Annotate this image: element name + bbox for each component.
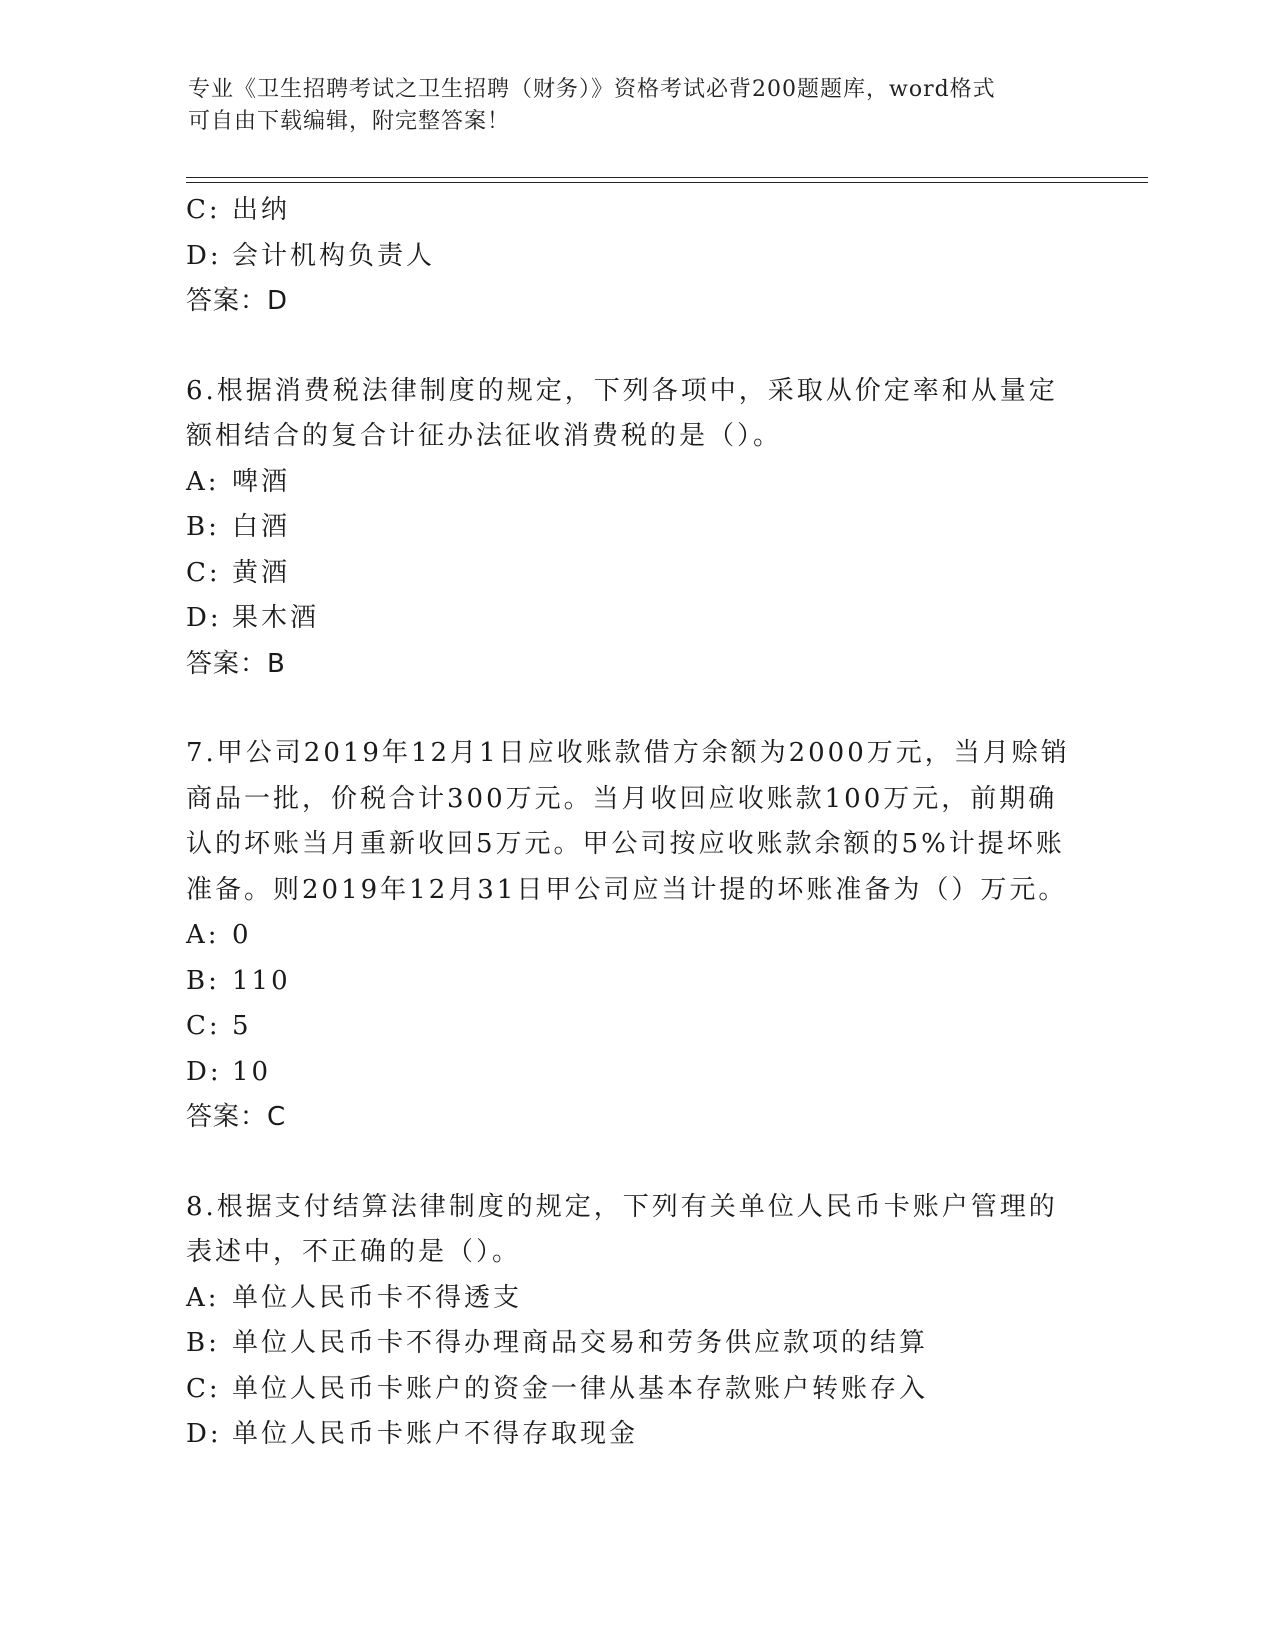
option-c [186,188,1086,234]
document-header [188,74,1068,138]
spacer [186,325,1086,369]
question-stem: 额相结合的复合计征办法征收消费税的是（）。 [186,421,783,451]
spacer [186,687,1086,731]
option-b [186,1321,1086,1367]
option-a [186,460,1086,506]
option-letter: B: [186,1328,220,1358]
question-5-tail [186,188,1086,325]
option-letter: D: [186,1419,222,1449]
option-text: 出纳 [232,195,291,225]
option-letter: B: [186,965,220,996]
option-letter: C: [186,1373,221,1404]
option-text: 果木酒 [232,603,320,633]
option-c [186,1367,1086,1413]
option-letter: D: [186,240,222,271]
option-letter: C: [186,1011,221,1041]
header-line-2: 可自由下载编辑，附完整答案！ [188,109,511,134]
question-stem: 7.甲公司2019年12月1日应收账款借方余额为2000万元，当月赊销 [186,738,1070,768]
option-text: 0 [232,920,252,950]
question-7 [186,731,1086,1141]
header-divider-top [186,177,1148,178]
question-stem: 准备。则2019年12月31日甲公司应当计提的坏账准备为（）万元。 [186,874,1068,905]
option-d [186,1412,1086,1458]
option-c [186,551,1086,597]
question-stem: 商品一批，价税合计300万元。当月收回应收账款100万元，前期确 [186,783,1058,814]
header-line-1: 专业《卫生招聘考试之卫生招聘（财务）》资格考试必背200题题库，word格式 [188,77,996,102]
option-text: 黄酒 [232,557,291,588]
question-list [186,188,1086,1458]
option-letter: B: [186,512,220,542]
option-letter: C: [186,195,221,225]
option-text: 10 [232,1056,272,1087]
option-text: 啤酒 [232,466,291,497]
question-stem: 认的坏账当月重新收回5万元。甲公司按应收账款余额的5%计提坏账 [186,829,1065,859]
option-letter: A: [186,920,220,950]
option-text: 单位人民币卡不得办理商品交易和劳务供应款项的结算 [232,1328,929,1358]
question-stem: 8.根据支付结算法律制度的规定，下列有关单位人民币卡账户管理的 [186,1191,1058,1222]
answer-line: 答案：C [186,1102,287,1132]
answer-line: 答案：D [186,286,289,316]
option-text: 白酒 [232,512,291,542]
option-text: 110 [232,965,291,996]
answer-line: 答案：B [186,648,286,679]
option-letter: A: [186,466,220,497]
option-b [186,959,1086,1005]
option-text: 单位人民币卡账户不得存取现金 [232,1419,639,1449]
option-a [186,913,1086,959]
question-stem: 6.根据消费税法律制度的规定，下列各项中，采取从价定率和从量定 [186,375,1058,406]
question-6 [186,369,1086,688]
question-8 [186,1185,1086,1458]
header-divider-bottom [186,182,1148,183]
option-text: 单位人民币卡账户的资金一律从基本存款账户转账存入 [232,1373,929,1404]
option-letter: D: [186,1056,222,1087]
option-c [186,1004,1086,1050]
option-letter: A: [186,1282,220,1313]
option-a [186,1276,1086,1322]
spacer [186,1141,1086,1185]
option-d [186,1050,1086,1096]
option-text: 5 [232,1011,252,1041]
option-text: 单位人民币卡不得透支 [232,1282,523,1313]
option-text: 会计机构负责人 [232,240,436,271]
option-letter: D: [186,603,222,633]
option-b [186,505,1086,551]
option-d [186,596,1086,642]
option-d [186,234,1086,280]
option-letter: C: [186,557,221,588]
question-stem: 表述中，不正确的是（）。 [186,1237,522,1267]
